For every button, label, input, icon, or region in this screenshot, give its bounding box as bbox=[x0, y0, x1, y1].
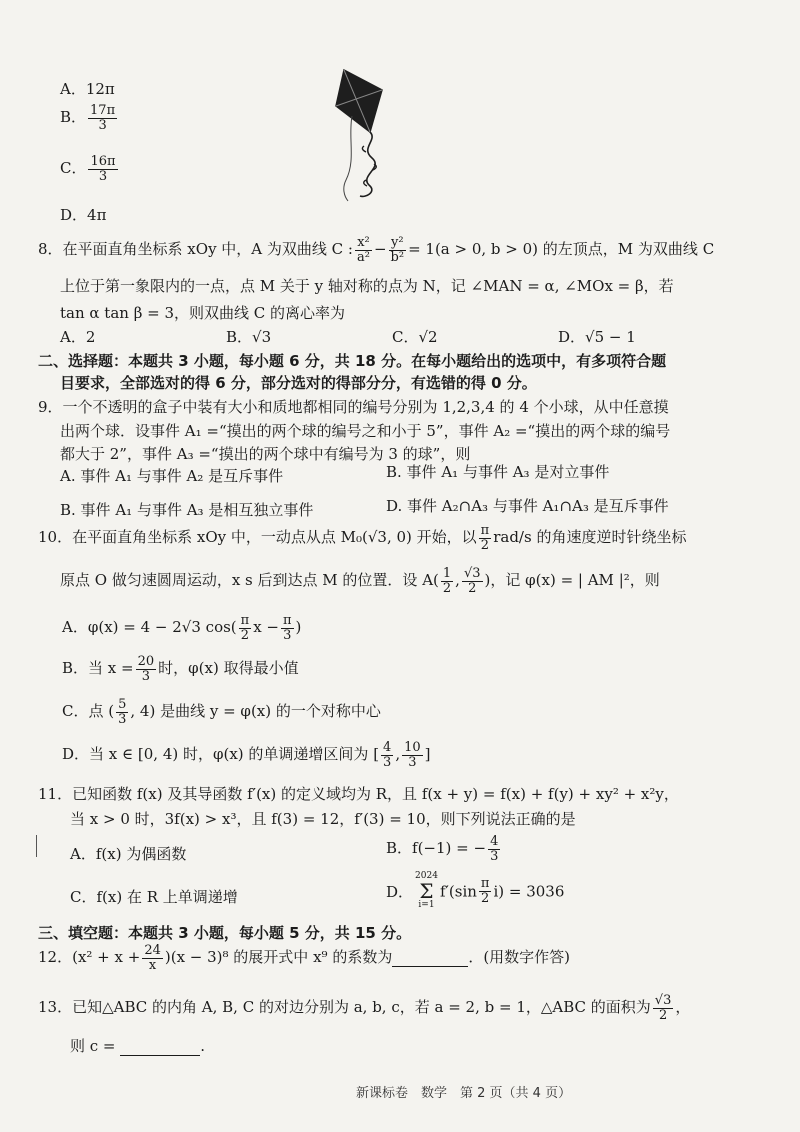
q10-option-a-end: ) bbox=[295, 618, 302, 637]
q10-option-a-frac2: $\frac{\pi}{3}$ bbox=[283, 613, 292, 643]
q8-option-a: A．2 bbox=[60, 328, 96, 346]
q11-option-b-text: B．f(−1) = − bbox=[386, 839, 487, 858]
q11-option-d bbox=[386, 872, 564, 911]
q10-option-b bbox=[62, 655, 299, 683]
q9-option-a: A. 事件 A₁ 与事件 A₂ 是互斥事件 bbox=[60, 467, 284, 485]
q11-option-d-fraction: $\frac{\pi}{2}$ bbox=[480, 876, 490, 906]
q13-answer-blank[interactable] bbox=[120, 1037, 200, 1056]
q10-ax-fraction: $\frac{1}{2}$ bbox=[442, 566, 452, 596]
page-footer: 新课标卷 数学 第 2 页（共 4 页） bbox=[356, 1086, 572, 1101]
q12-text-b: )(x − 3)⁸ 的展开式中 x⁹ 的系数为 bbox=[164, 948, 393, 967]
q10-option-a bbox=[62, 614, 301, 642]
q10-option-d bbox=[62, 741, 431, 769]
q7-option-b-fraction: $\frac{17\pi}{3}$ bbox=[90, 103, 116, 133]
kite-figure bbox=[330, 68, 390, 203]
q10-line-1 bbox=[38, 524, 686, 552]
q9-option-d: D. 事件 A₂∩A₃ 与事件 A₁∩A₃ 是互斥事件 bbox=[386, 497, 669, 515]
q10-comma: , bbox=[455, 571, 460, 590]
q9-line-3: 都大于 2”，事件 A₃ =“摸出的两个球中有编号为 3 的球”，则 bbox=[60, 445, 471, 463]
q7-option-a: A．12π bbox=[60, 80, 115, 98]
q9-line-1: 9．一个不透明的盒子中装有大小和质地都相同的编号分别为 1,2,3,4 的 4 个小球，从中任意摸 bbox=[38, 398, 669, 416]
q12-fraction: $\frac{24}{x}$ bbox=[144, 943, 161, 973]
q10-option-d-comma: , bbox=[395, 745, 401, 764]
q10-option-d-end: ] bbox=[424, 745, 431, 764]
q12-answer-blank[interactable] bbox=[392, 948, 468, 967]
q8-text-a: 8．在平面直角坐标系 xOy 中，A 为双曲线 C : bbox=[38, 240, 353, 259]
q10-line-2-a: 原点 O 做匀速圆周运动，x s 后到达点 M 的位置．设 A( bbox=[60, 571, 439, 590]
q10-line-2 bbox=[60, 567, 660, 595]
q10-option-b-text: B．当 x = bbox=[62, 659, 134, 678]
q8-line-3: tan α tan β = 3，则双曲线 C 的离心率为 bbox=[60, 304, 346, 322]
q10-option-c-end: , 4) 是曲线 y = φ(x) 的一个对称中心 bbox=[130, 702, 381, 721]
q13-line-2 bbox=[70, 1035, 205, 1056]
q7-option-c bbox=[60, 155, 120, 183]
q7-option-c-fraction: $\frac{16\pi}{3}$ bbox=[90, 154, 116, 184]
q10-line-2-b: )，记 φ(x) = | AM |²，则 bbox=[484, 571, 660, 590]
q7-option-b bbox=[60, 104, 119, 132]
q10-option-d-frac2: $\frac{10}{3}$ bbox=[404, 740, 421, 770]
q8-option-d: D．√5 − 1 bbox=[558, 328, 636, 346]
q12-text-c: ．(用数字作答) bbox=[468, 948, 571, 967]
q8-fraction-y: $\frac{\text{y²}}{\text{b²}}$ bbox=[390, 235, 405, 265]
q11-option-c: C．f(x) 在 R 上单调递增 bbox=[70, 888, 238, 906]
q13-text-b: ， bbox=[675, 998, 691, 1017]
q10-option-c-text: C．点 ( bbox=[62, 702, 115, 721]
q11-option-d-end: i) = 3036 bbox=[493, 882, 565, 901]
q10-text-b: rad/s 的角速度逆时针绕坐标 bbox=[493, 528, 687, 547]
q8-minus: − bbox=[373, 240, 387, 259]
q8-line-2: 上位于第一象限内的一点，点 M 关于 y 轴对称的点为 N，记 ∠MAN = α, ∠MOx = β，若 bbox=[60, 277, 674, 295]
q10-option-a-text: A．φ(x) = 4 − 2√3 cos( bbox=[62, 618, 237, 637]
q8-text-b: = 1(a > 0, b > 0) 的左顶点，M 为双曲线 C bbox=[408, 240, 715, 259]
q11-option-b bbox=[386, 835, 502, 863]
q8-fraction-x: $\frac{\text{x²}}{\text{a²}}$ bbox=[356, 235, 370, 265]
kite-tail bbox=[360, 132, 375, 196]
q7-option-d: D．4π bbox=[60, 206, 107, 224]
q10-rate-fraction: $\frac{\pi}{2}$ bbox=[480, 523, 490, 553]
q10-option-d-frac1: $\frac{4}{3}$ bbox=[383, 740, 392, 770]
q9-option-b: B. 事件 A₁ 与事件 A₃ 是对立事件 bbox=[386, 463, 610, 481]
q10-ay-fraction: $\frac{√3}{2}$ bbox=[463, 566, 481, 596]
q13-line-2-end: . bbox=[200, 1037, 206, 1055]
q7-option-c-label: C． bbox=[60, 159, 87, 178]
q10-option-c bbox=[62, 698, 381, 726]
q13-area-fraction: $\frac{√3}{2}$ bbox=[654, 993, 672, 1023]
q8-line-1 bbox=[38, 236, 714, 264]
q13-line-2-text: 则 c = bbox=[70, 1037, 116, 1055]
section-2-heading-cont: 目要求，全部选对的得 6 分，部分选对的得部分分，有选错的得 0 分。 bbox=[60, 374, 537, 392]
q11-option-b-fraction: $\frac{4}{3}$ bbox=[490, 834, 499, 864]
q10-option-a-frac1: $\frac{\pi}{2}$ bbox=[240, 613, 250, 643]
q10-option-a-mid: x − bbox=[253, 618, 279, 637]
section-3-heading: 三、填空题：本题共 3 小题，每小题 5 分，共 15 分。 bbox=[38, 924, 412, 942]
q13-text-a: 13．已知△ABC 的内角 A, B, C 的对边分别为 a, b, c，若 a = 2, b = 1，△ABC 的面积为 bbox=[38, 998, 651, 1017]
q11-option-d-text: f′(sin bbox=[439, 882, 477, 901]
q9-line-2: 出两个球．设事件 A₁ =“摸出的两个球的编号之和小于 5”，事件 A₂ =“摸出的两个球的编号 bbox=[60, 422, 671, 440]
margin-mark bbox=[36, 835, 37, 857]
q9-option-c: B. 事件 A₁ 与事件 A₃ 是相互独立事件 bbox=[60, 501, 314, 519]
q10-text-a: 10．在平面直角坐标系 xOy 中，一动点从点 M₀(√3, 0) 开始，以 bbox=[38, 528, 477, 547]
q12-text-a: 12．(x² + x + bbox=[38, 948, 141, 967]
q10-option-c-fraction: $\frac{5}{3}$ bbox=[118, 697, 127, 727]
kite-body bbox=[336, 70, 382, 132]
q10-option-b-end: 时，φ(x) 取得最小值 bbox=[158, 659, 299, 678]
q11-line-2: 当 x > 0 时，3f(x) > x³，且 f(3) = 12，f′(3) = 10，则下列说法正确的是 bbox=[70, 810, 576, 828]
q10-option-b-fraction: $\frac{20}{3}$ bbox=[137, 654, 155, 684]
kite-string bbox=[344, 116, 352, 201]
q11-sum-symbol: 2024 Σ i=1 bbox=[415, 871, 438, 911]
q7-option-b-label: B． bbox=[60, 108, 87, 127]
q11-line-1: 11．已知函数 f(x) 及其导函数 f′(x) 的定义域均为 R，且 f(x + y) = f(x) + f(y) + xy² + x²y， bbox=[38, 785, 679, 803]
q11-option-d-label: D． bbox=[386, 882, 414, 901]
q13-line-1 bbox=[38, 994, 690, 1022]
q8-option-c: C．√2 bbox=[392, 328, 438, 346]
q8-option-b: B．√3 bbox=[226, 328, 272, 346]
q11-option-a: A．f(x) 为偶函数 bbox=[70, 845, 187, 863]
q12-line bbox=[38, 944, 570, 972]
section-2-heading: 二、选择题：本题共 3 小题，每小题 6 分，共 18 分。在每小题给出的选项中，有多项符合题 bbox=[38, 352, 667, 370]
q10-option-d-text: D．当 x ∈ [0, 4) 时，φ(x) 的单调递增区间为 [ bbox=[62, 745, 380, 764]
